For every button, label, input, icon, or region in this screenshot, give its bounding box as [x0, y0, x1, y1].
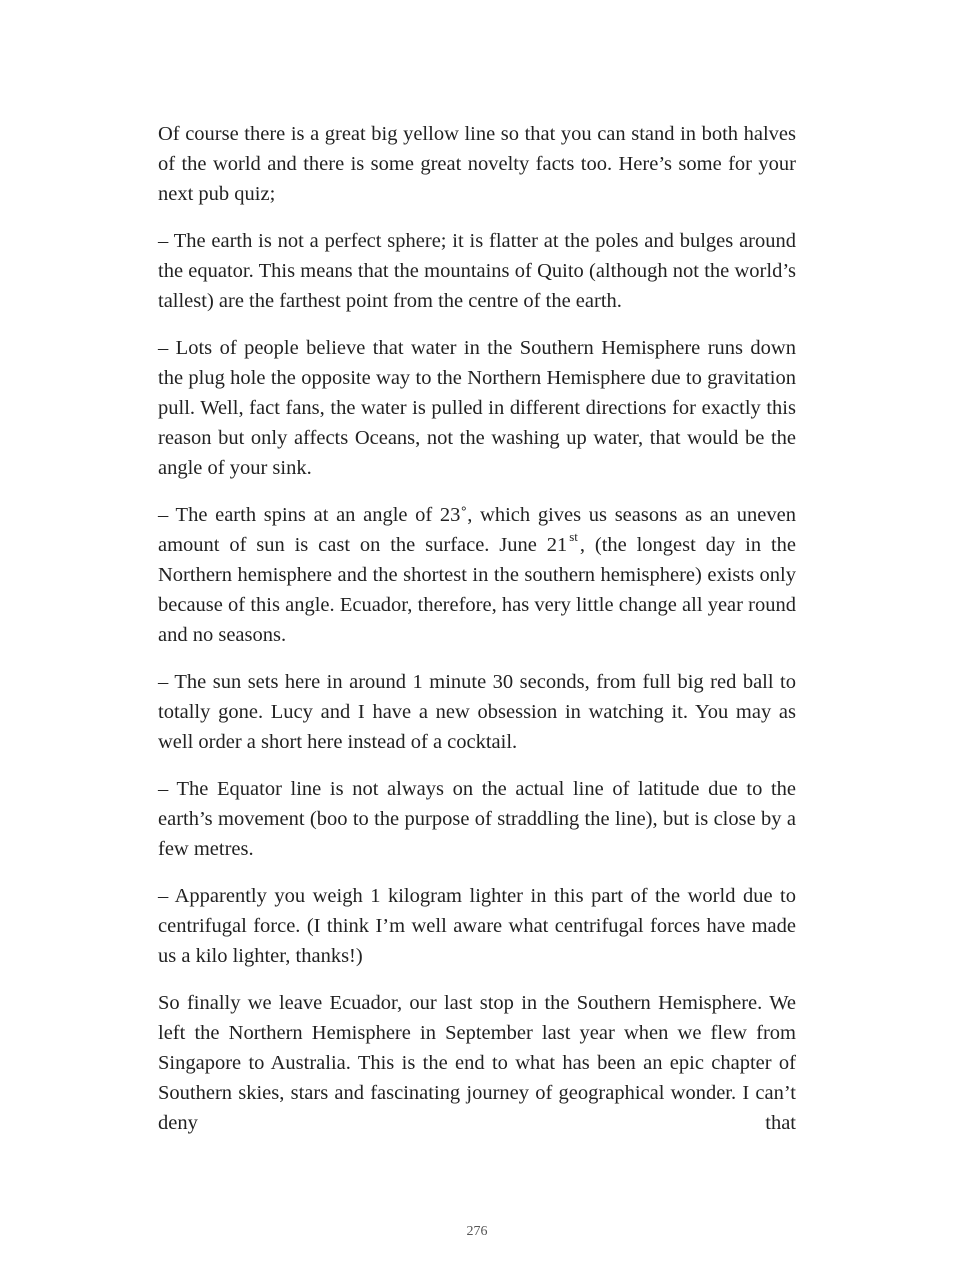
- paragraph-sunset: – The sun sets here in around 1 minute 30 seconds, from full big red ball to totally gone. Lucy and I have a new obsession in watching it. You may as well order a short here instead of a cocktail.: [158, 671, 796, 753]
- paragraph-leaving-ecuador: So finally we leave Ecuador, our last stop in the Southern Hemisphere. We left the Northern Hemisphere in September last year when we flew from Singapore to Australia. This is the end to what has been an epic chapter of Southern skies, stars and fascinating journey of geographical wonder. I can’t deny that: [158, 992, 796, 1134]
- paragraph-intro: Of course there is a great big yellow line so that you can stand in both halves of the world and there is some great novelty facts too. Here’s some for your next pub quiz;: [158, 123, 796, 205]
- paragraph-weight: – Apparently you weigh 1 kilogram lighter in this part of the world due to centrifugal force. (I think I’m well aware what centrifugal forces have made us a kilo lighter, thanks!): [158, 885, 796, 967]
- ordinal-superscript: st: [569, 529, 578, 545]
- seasons-text-after: , (the longest day in the Northern hemisphere and the shortest in the southern hemisphere) exists only because of this angle. Ecuador, therefore, has very little change all year round and no seasons.: [158, 534, 796, 646]
- paragraph-equator-line: – The Equator line is not always on the actual line of latitude due to the earth’s movement (boo to the purpose of straddling the line), but is close by a few metres.: [158, 778, 796, 860]
- body-text: [158, 119, 796, 1138]
- page-number: 276: [466, 1224, 488, 1239]
- paragraph-seasons: [158, 500, 796, 650]
- paragraph-earth-shape: – The earth is not a perfect sphere; it is flatter at the poles and bulges around the equator. This means that the mountains of Quito (although not the world’s tallest) are the farthest point from the centre of the earth.: [158, 230, 796, 312]
- seasons-text-before: – The earth spins at an angle of 23˚, which gives us seasons as an uneven amount of sun is cast on the surface. June 21: [158, 504, 796, 556]
- paragraph-water-drain: – Lots of people believe that water in the Southern Hemisphere runs down the plug hole the opposite way to the Northern Hemisphere due to gravitation pull. Well, fact fans, the water is pulled in different directions for exactly this reason but only affects Oceans, not the washing up water, that would be the angle of your sink.: [158, 337, 796, 479]
